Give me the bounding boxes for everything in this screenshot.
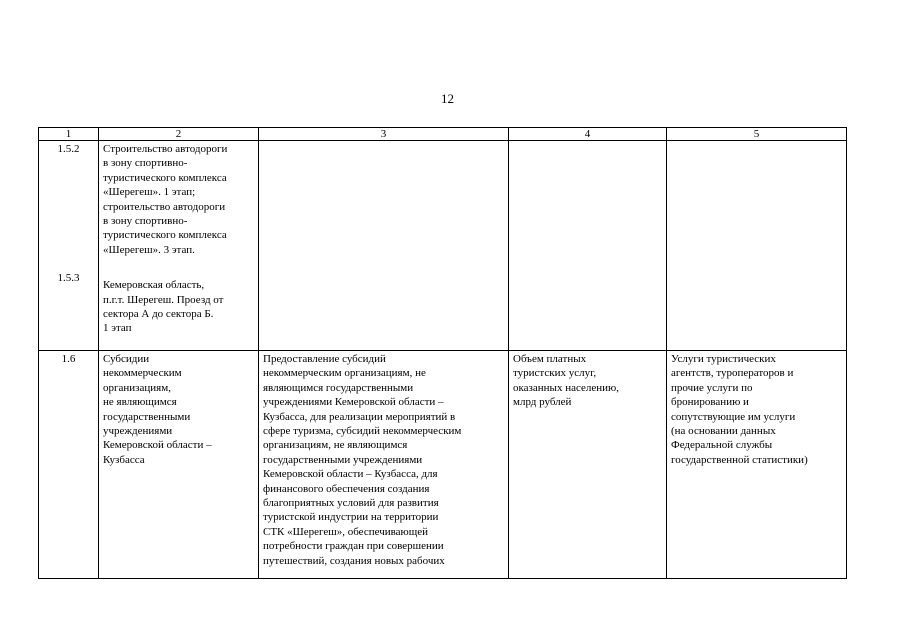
measure-description-cell [259,351,509,579]
text-line: Услуги туристических [671,353,776,365]
text-line: являющимся государственными [263,381,414,394]
text-line: государственной статистики) [671,453,808,466]
text-line: некоммерческим [103,367,182,380]
column-header: 3 [259,128,509,141]
object-description [103,142,255,257]
text-line: Кузбасса [103,453,145,466]
text-line: Кемеровской области – Кузбасса, для [263,468,438,481]
text-line: 1 этап [103,322,132,335]
indicator-cell [509,351,667,579]
text-line: строительство автодороги [103,200,226,213]
measure-name [103,352,255,467]
text-line: некоммерческим организациям, не [263,367,426,380]
column-header: 5 [667,128,847,141]
text-line: туристских услуг, [513,367,597,380]
text-line: оказанных населению, [513,381,619,394]
text-line: СТК «Шерегеш», обеспечивающей [263,525,429,538]
text-line: Объем платных [513,353,587,365]
text-line: в зону спортивно- [103,157,188,170]
source-cell [667,351,847,579]
text-line: государственными учреждениями [263,453,423,466]
text-line: путешествий, создания новых рабочих [263,554,445,567]
text-line: прочие услуги по [671,381,753,394]
text-line: не являющимся [103,396,177,409]
text-line: бронированию и [671,396,749,409]
text-line: «Шерегеш». 1 этап; [103,186,196,199]
text-line: благоприятных условий для развития [263,497,439,510]
row-number: 1.5.3 [57,272,80,285]
text-line: туристской индустрии на территории [263,511,439,524]
text-line: Строительство автодороги [103,143,228,155]
row-number-cell [39,141,99,351]
text-line: учреждениями Кемеровской области – [263,396,444,409]
text-line: Кемеровской области – [103,439,212,452]
text-line: в зону спортивно- [103,215,188,228]
table-row [39,141,847,351]
text-line: государственными [103,410,191,423]
column-header: 2 [99,128,259,141]
object-cell [99,141,259,351]
row-number: 1.5.2 [57,143,80,155]
text-line: агентств, туроператоров и [671,367,794,380]
measure-name-cell [99,351,259,579]
text-line: туристического комплекса [103,171,227,184]
text-line: п.г.т. Шерегеш. Проезд от [103,293,224,306]
text-line: Кемеровская область, [103,279,205,292]
page-number: 12 [441,91,454,106]
text-line: организациям, [103,381,171,394]
measure-description [263,352,505,578]
column-header: 1 [39,128,99,141]
text-line: (на основании данных [671,425,776,438]
text-line: туристического комплекса [103,229,227,242]
text-line: организациям, не являющимся [263,439,408,452]
text-line: Кузбасса, для реализации мероприятий в [263,410,456,423]
row-number-cell [39,351,99,579]
row-number: 1.6 [61,353,76,365]
text-line: «Шерегеш». 3 этап. [103,243,195,256]
indicator-name [513,352,663,410]
indicator-source [671,352,843,467]
text-line: млрд рублей [513,396,572,409]
empty-cell [667,141,847,351]
object-location [103,278,255,336]
column-number-row [39,128,847,141]
text-line: учреждениями [103,425,173,438]
column-header: 4 [509,128,667,141]
text-line: сектора А до сектора Б. [103,308,214,321]
text-line: Предоставление субсидий [263,353,386,365]
table-row [39,351,847,579]
text-line: потребности граждан при совершении [263,540,444,553]
text-line: Федеральной службы [671,439,773,452]
empty-cell [259,141,509,351]
indicator-table [38,127,847,579]
text-line: сфере туризма, субсидий некоммерческим [263,425,462,438]
text-line: сопутствующие им услуги [671,410,796,423]
text-line: финансового обеспечения создания [263,482,430,495]
text-line: Субсидии [103,353,150,365]
empty-cell [509,141,667,351]
